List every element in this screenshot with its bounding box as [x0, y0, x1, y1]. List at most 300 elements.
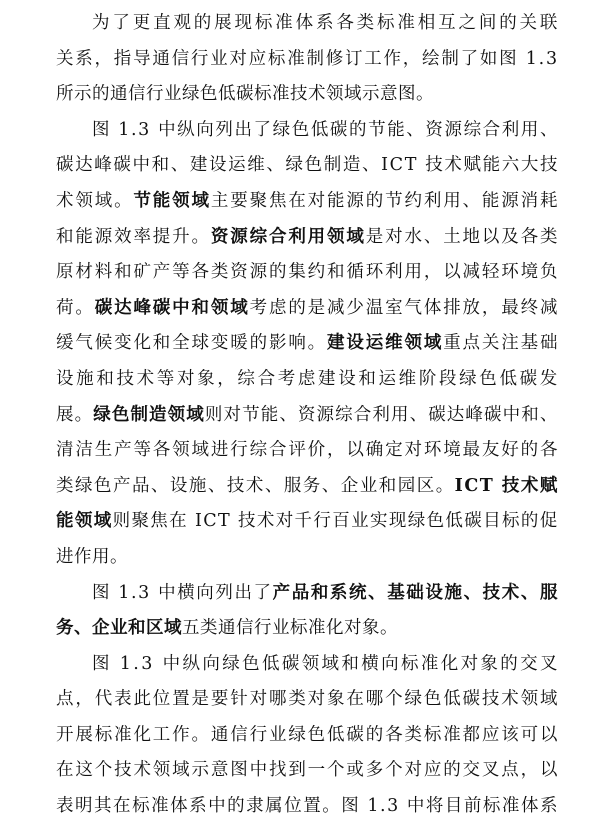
text-char: 各: [385, 724, 404, 745]
text-char: 实: [369, 511, 388, 532]
text-char: 在: [56, 760, 74, 781]
text-char: 色: [304, 155, 323, 176]
text-char: 术: [136, 368, 155, 389]
text-char: 中: [158, 582, 177, 603]
text-char: 和: [151, 155, 170, 176]
bold-text-char: 系: [329, 582, 348, 603]
text-char: 荷: [56, 297, 74, 318]
text-line: [56, 398, 558, 434]
bold-text-char: [494, 469, 501, 505]
text-line: [56, 682, 558, 718]
text-char: 品: [131, 475, 150, 496]
text-char: 源: [346, 190, 365, 211]
text-line: [56, 789, 558, 825]
text-char: 技: [425, 155, 444, 176]
text-char: 碳: [462, 689, 481, 710]
text-char: 3: [545, 48, 558, 69]
text-char: 。: [191, 226, 210, 247]
text-char: 意: [210, 760, 229, 781]
text-char: 节: [242, 404, 261, 425]
text-char: 的: [227, 796, 246, 817]
text-char: 或: [346, 760, 365, 781]
text-char: 术: [245, 475, 264, 496]
text-char: 减: [327, 297, 346, 318]
text-char: 化: [440, 653, 459, 674]
text-char: 绿: [459, 368, 478, 389]
text-char: 哪: [268, 689, 287, 710]
text-char: 循: [346, 262, 365, 283]
text-char: 属: [265, 796, 284, 817]
text-char: 运: [378, 368, 397, 389]
text-char: 行: [249, 724, 268, 745]
text-char: 术: [133, 760, 152, 781]
text-char: 响: [288, 333, 307, 354]
text-char: 评: [288, 440, 307, 461]
text-char: 色: [242, 653, 261, 674]
text-char: 建: [189, 155, 208, 176]
text-char: 对: [404, 440, 423, 461]
text-char: 1: [119, 653, 132, 674]
text-char: 行: [313, 511, 332, 532]
text-char: 类: [288, 689, 307, 710]
text-char: 工: [152, 724, 171, 745]
text-char: 化: [133, 333, 152, 354]
text-char: 标: [254, 13, 273, 33]
text-char: 碳: [519, 368, 538, 389]
text-char: 减: [462, 262, 481, 283]
bold-text-char: 用: [307, 226, 326, 247]
bold-text-char: 产: [272, 582, 291, 603]
text-line: [56, 540, 558, 576]
text-char: 展: [75, 724, 94, 745]
text-char: 色: [426, 511, 445, 532]
text-char: 象: [197, 368, 216, 389]
text-char: 源: [501, 190, 520, 211]
text-char: 哪: [365, 689, 384, 710]
text-char: 少: [346, 297, 365, 318]
text-char: 综: [237, 368, 256, 389]
text-char: 暖: [230, 333, 249, 354]
text-char: 象: [327, 689, 346, 710]
text-char: 绘: [422, 48, 441, 69]
text-char: 列: [215, 582, 234, 603]
text-char: 是: [307, 297, 326, 318]
bold-text-char: 综: [249, 226, 268, 247]
text-char: 对: [223, 404, 242, 425]
text-char: 行: [190, 48, 209, 69]
bold-text-char: 源: [230, 226, 249, 247]
text-char: 。: [75, 297, 94, 318]
text-char: 图: [230, 760, 249, 781]
text-char: ，: [423, 262, 442, 283]
text-char: 的: [443, 760, 462, 781]
text-char: 低: [499, 368, 518, 389]
text-line: [56, 291, 558, 327]
text-char: 对: [275, 511, 294, 532]
text-char: 境: [520, 262, 539, 283]
text-char: 点: [462, 333, 481, 354]
text-char: 节: [385, 190, 404, 211]
text-char: 中: [502, 404, 521, 425]
text-char: [400, 789, 406, 825]
text-char: 利: [501, 119, 520, 140]
text-char: [518, 42, 524, 78]
text-char: 领: [301, 653, 320, 674]
text-char: 该: [501, 724, 520, 745]
text-char: 这: [75, 760, 94, 781]
text-char: 约: [404, 190, 423, 211]
text-char: 准: [275, 13, 294, 33]
text-char: 六: [501, 155, 520, 176]
text-char: 、: [279, 404, 298, 425]
text-char: 向: [196, 119, 215, 140]
text-char: 生: [94, 440, 113, 461]
text-char: 影: [268, 333, 287, 354]
text-char: 准: [397, 13, 416, 33]
text-char: 向: [196, 582, 215, 603]
text-char: 矿: [133, 262, 152, 283]
text-line: [56, 42, 558, 78]
bold-text-char: 设: [425, 582, 444, 603]
text-char: 设: [169, 475, 188, 496]
text-char: 的: [249, 333, 268, 354]
text-char: 横: [177, 582, 196, 603]
text-char: 段: [438, 368, 457, 389]
bold-text-char: 碳: [94, 297, 113, 318]
text-char: 系: [75, 48, 94, 69]
text-char: 色: [291, 119, 310, 140]
text-char: I: [194, 511, 203, 532]
bold-text-char: 达: [114, 297, 133, 318]
text-char: 是: [191, 689, 210, 710]
text-char: 达: [75, 155, 94, 176]
text-char: 色: [93, 475, 112, 496]
text-char: 象: [480, 653, 499, 674]
text-char: 应: [481, 724, 500, 745]
text-char: ，: [75, 689, 94, 710]
text-char: 向: [381, 653, 400, 674]
text-char: 在: [346, 689, 365, 710]
text-char: 系: [189, 796, 208, 817]
text-char: 术: [501, 689, 520, 710]
bold-text-char: 合: [268, 226, 287, 247]
text-char: 的: [365, 190, 384, 211]
text-char: 洁: [75, 440, 94, 461]
text-char: 标: [482, 796, 501, 817]
text-run: 所示的通信行业绿色低碳标准技术领域示意图。: [56, 84, 434, 105]
text-char: 3: [138, 119, 150, 140]
text-char: 3: [387, 796, 399, 817]
text-char: 碳: [329, 119, 348, 140]
text-char: 发: [539, 368, 558, 389]
text-char: .: [538, 48, 545, 69]
text-char: 体: [295, 13, 314, 33]
text-char: 设: [56, 368, 74, 389]
text-char: 体: [170, 796, 189, 817]
text-char: 绿: [222, 653, 241, 674]
text-char: 在: [288, 190, 307, 211]
bold-text-char: 域: [230, 297, 249, 318]
text-char: 找: [268, 760, 287, 781]
bold-text: 务、企业和区域: [56, 618, 182, 639]
text-char: 环: [501, 262, 520, 283]
text-char: 3: [141, 653, 153, 674]
text-line: [56, 611, 558, 647]
bold-text-char: 领: [210, 297, 229, 318]
text-char: 点: [56, 689, 74, 710]
text-char: 交: [520, 653, 539, 674]
text-char: 碳: [484, 404, 503, 425]
text-char: 对: [385, 226, 404, 247]
text-char: 排: [443, 297, 462, 318]
text-char: 领: [520, 689, 539, 710]
text-char: 温: [365, 297, 384, 318]
text-char: 碳: [464, 511, 483, 532]
text-char: 以: [443, 262, 462, 283]
text-char: 缓: [56, 333, 74, 354]
text-char: 终: [520, 297, 539, 318]
text-char: 对: [249, 689, 268, 710]
bold-text-char: 资: [210, 226, 229, 247]
text-char: 域: [191, 440, 210, 461]
text-char: 利: [372, 404, 391, 425]
text-char: 千: [294, 511, 313, 532]
bold-text-char: 域: [346, 226, 365, 247]
text-char: 个: [385, 760, 404, 781]
text-char: 都: [462, 724, 481, 745]
text-char: 技: [237, 511, 256, 532]
text-char: 碳: [346, 724, 365, 745]
text-char: 叉: [540, 653, 558, 674]
text-char: 和: [96, 368, 115, 389]
text-char: 系: [315, 13, 334, 33]
text-char: 进: [210, 440, 229, 461]
text-char: .: [131, 582, 138, 603]
text-char: 效: [114, 226, 133, 247]
text-char: 了: [460, 48, 479, 69]
text-char: 和: [521, 404, 540, 425]
text-char: 领: [75, 190, 94, 211]
text-char: 能: [260, 404, 279, 425]
text-char: 图: [341, 796, 360, 817]
text-char: .: [131, 119, 138, 140]
text-char: 的: [520, 511, 539, 532]
text-char: 行: [230, 440, 249, 461]
text-char: 轻: [481, 262, 500, 283]
text-run: 五类通信行业标准化对象。: [182, 618, 398, 639]
text-char: 用: [390, 404, 409, 425]
text-char: 碳: [281, 653, 300, 674]
text-char: 体: [423, 297, 442, 318]
text-char: 聚: [131, 511, 150, 532]
text-line: [56, 326, 558, 362]
text-char: 百: [332, 511, 351, 532]
bold-text-char: I: [454, 475, 464, 496]
text-char: 注: [501, 333, 520, 354]
text-char: 室: [385, 297, 404, 318]
text-char: 、: [462, 190, 481, 211]
text-char: 各: [152, 440, 171, 461]
text-char: 清: [56, 440, 74, 461]
text-char: 和: [327, 262, 346, 283]
text-char: 应: [423, 760, 442, 781]
text-char: 互: [438, 13, 457, 33]
text-char: 候: [94, 333, 113, 354]
bold-text-char: 运: [365, 333, 384, 354]
text-char: 更: [132, 13, 151, 33]
text-char: 各: [520, 226, 539, 247]
text-char: 域: [172, 760, 191, 781]
text-char: 的: [499, 13, 518, 33]
text-char: 表: [114, 689, 133, 710]
text-char: 色: [307, 724, 326, 745]
bold-text-char: 领: [327, 226, 346, 247]
text-char: 绿: [288, 724, 307, 745]
paragraph: [56, 576, 558, 647]
text-char: 的: [500, 653, 519, 674]
text-char: 指: [113, 48, 132, 69]
text-char: 导: [133, 48, 152, 69]
text-char: 、: [264, 475, 283, 496]
text-char: 确: [365, 440, 384, 461]
text-char: 绿: [404, 689, 423, 710]
text-char: 耗: [539, 190, 558, 211]
text-char: 对: [307, 190, 326, 211]
text-char: 用: [443, 190, 462, 211]
bold-text-char: 域: [186, 404, 205, 425]
bold-text-char: 和: [310, 582, 329, 603]
text-char: 观: [173, 13, 192, 33]
text-char: 准: [443, 724, 462, 745]
text-char: 开: [56, 724, 74, 745]
bold-text-char: 峰: [133, 297, 152, 318]
text-char: 变: [210, 333, 229, 354]
text-char: 前: [463, 796, 482, 817]
text-char: 资: [230, 262, 249, 283]
text-char: [151, 576, 157, 612]
text-char: 考: [277, 368, 296, 389]
text-char: 峰: [465, 404, 484, 425]
text-char: 各: [336, 13, 355, 33]
text-char: 交: [462, 760, 481, 781]
text-char: [111, 576, 117, 612]
text-char: 区: [416, 475, 435, 496]
text-char: 订: [344, 48, 363, 69]
text-char: 源: [249, 262, 268, 283]
text-char: 系: [539, 796, 558, 817]
text-char: 造: [342, 155, 361, 176]
bold-text-char: 础: [406, 582, 425, 603]
text-char: 能: [481, 190, 500, 211]
text-char: [231, 504, 237, 540]
text-char: 和: [152, 333, 171, 354]
text-char: 和: [56, 226, 74, 247]
text-char: T: [404, 155, 417, 176]
text-char: 绿: [272, 119, 291, 140]
text-char: 产: [114, 440, 133, 461]
text-char: 叉: [481, 760, 500, 781]
text-char: 目: [444, 796, 463, 817]
text-char: 直: [153, 13, 172, 33]
text-char: 对: [229, 48, 248, 69]
paragraph: [56, 647, 558, 825]
text-char: 示: [191, 760, 210, 781]
text-char: 用: [404, 262, 423, 283]
text-char: 在: [113, 796, 132, 817]
text-char: 低: [261, 653, 280, 674]
bold-text-char: T: [479, 475, 494, 496]
text-char: 则: [112, 511, 131, 532]
text-char: 体: [520, 796, 539, 817]
text-char: 主: [210, 190, 229, 211]
text-char: 低: [310, 119, 329, 140]
text-char: 的: [288, 297, 307, 318]
text-char: 最: [462, 440, 481, 461]
text-char: 低: [327, 724, 346, 745]
text-char: 赋: [463, 155, 482, 176]
text-char: 业: [210, 48, 229, 69]
bold-text-char: 利: [288, 226, 307, 247]
text-run: 进作用。: [56, 546, 128, 567]
text-char: 准: [114, 724, 133, 745]
text-char: 对: [307, 689, 326, 710]
text-char: 业: [359, 475, 378, 496]
text-char: 源: [94, 226, 113, 247]
text-char: 要: [210, 689, 229, 710]
text-char: 将: [425, 796, 444, 817]
text-char: 1: [367, 796, 379, 817]
text-char: 升: [172, 226, 191, 247]
text-char: 工: [364, 48, 383, 69]
bold-text-char: 域: [93, 511, 112, 532]
text-char: 和: [358, 368, 377, 389]
text-char: .: [380, 796, 387, 817]
text-char: 、: [321, 475, 340, 496]
text-char: 定: [385, 440, 404, 461]
text-char: 准: [420, 653, 439, 674]
text-char: 技: [114, 760, 133, 781]
text-char: 1: [118, 582, 130, 603]
bold-text-char: C: [464, 475, 479, 496]
text-char: [111, 113, 117, 149]
text-line: [56, 6, 558, 42]
text-char: 中: [249, 760, 268, 781]
text-char: 阶: [418, 368, 437, 389]
text-char: 以: [539, 724, 558, 745]
text-char: 土: [443, 226, 462, 247]
text-char: 能: [482, 155, 501, 176]
text-char: 向: [202, 653, 221, 674]
bold-text-char: 节: [133, 190, 152, 211]
text-line: [56, 148, 558, 184]
text-char: 代: [94, 689, 113, 710]
text-char: 个: [327, 760, 346, 781]
bold-text-char: 域: [423, 333, 442, 354]
text-char: 的: [349, 119, 368, 140]
text-char: 、: [539, 404, 558, 425]
text-char: 间: [478, 13, 497, 33]
text-char: 建: [318, 368, 337, 389]
bold-text-char: 域: [191, 190, 210, 211]
text-char: 色: [423, 689, 442, 710]
text-char: 碳: [56, 155, 74, 176]
text-char: 焦: [150, 511, 169, 532]
text-char: 目: [483, 511, 502, 532]
text-char: 隶: [246, 796, 265, 817]
text-line: [56, 576, 558, 612]
text-char: 域: [539, 689, 558, 710]
text-char: 设: [338, 368, 357, 389]
